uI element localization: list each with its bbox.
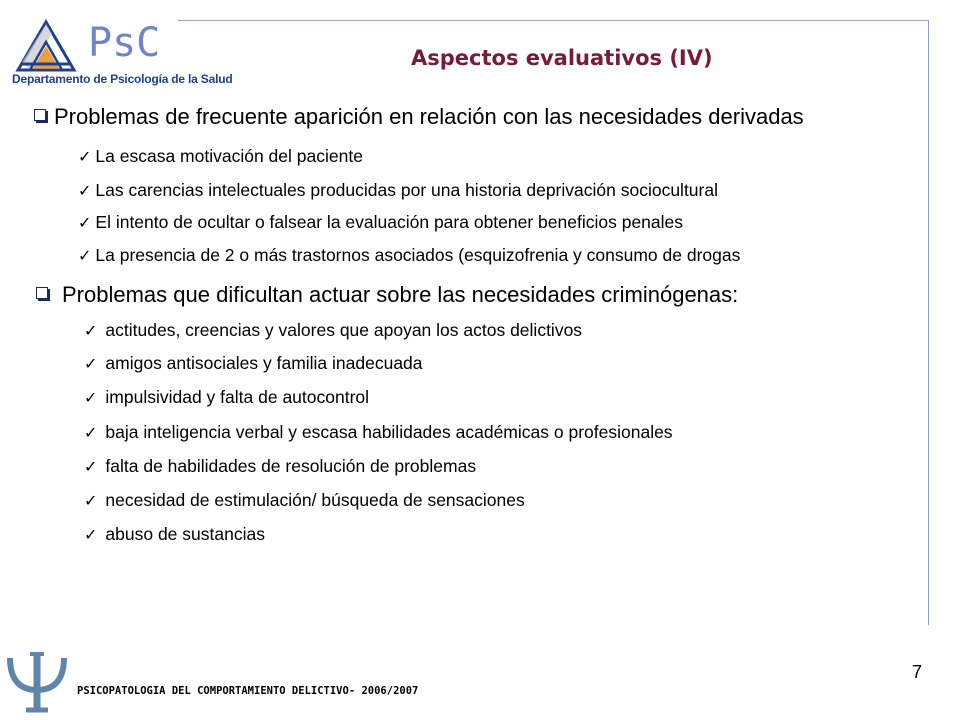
list-item bbox=[84, 387, 369, 408]
list-item bbox=[78, 245, 740, 266]
list-item bbox=[78, 180, 718, 201]
checkmark-icon: ✓ bbox=[84, 525, 98, 544]
checkmark-icon: ✓ bbox=[78, 181, 92, 200]
checkmark-icon: ✓ bbox=[84, 457, 98, 476]
list-item-text: impulsividad y falta de autocontrol bbox=[105, 387, 370, 407]
list-item-text: falta de habilidades de resolución de problemas bbox=[105, 456, 477, 476]
list-item bbox=[84, 320, 582, 341]
checkmark-icon: ✓ bbox=[84, 388, 98, 407]
logo-letters: PsC bbox=[88, 20, 161, 66]
checkmark-icon: ✓ bbox=[84, 354, 98, 373]
section-heading-text: Problemas de frecuente aparición en relación con las necesidades derivadas bbox=[54, 104, 804, 129]
checkmark-icon: ✓ bbox=[78, 246, 92, 265]
pyramid-icon bbox=[18, 22, 74, 70]
list-item-text: actitudes, creencias y valores que apoyan los actos delictivos bbox=[105, 320, 583, 340]
list-item-text: amigos antisociales y familia inadecuada bbox=[105, 353, 423, 373]
checkmark-icon: ✓ bbox=[78, 213, 92, 232]
psi-icon bbox=[6, 650, 68, 716]
checkmark-icon: ✓ bbox=[84, 423, 98, 442]
logo-subtitle: Departamento de Psicología de la Salud bbox=[12, 72, 233, 86]
slide-title: Aspectos evaluativos (IV) bbox=[411, 46, 713, 70]
list-item-text: Las carencias intelectuales producidas por una historia deprivación sociocultural bbox=[95, 180, 718, 200]
top-divider bbox=[178, 20, 928, 21]
square-bullet-icon bbox=[36, 287, 50, 301]
checkmark-icon: ✓ bbox=[78, 147, 92, 166]
list-item-text: necesidad de estimulación/ búsqueda de sensaciones bbox=[105, 490, 525, 510]
section-heading-1 bbox=[34, 104, 804, 130]
list-item-text: El intento de ocultar o falsear la evaluación para obtener beneficios penales bbox=[95, 212, 684, 232]
footer-text: PSICOPATOLOGIA DEL COMPORTAMIENTO DELICTIVO- 2006/2007 bbox=[77, 685, 419, 697]
checkmark-icon: ✓ bbox=[84, 321, 98, 340]
list-item-text: baja inteligencia verbal y escasa habilidades académicas o profesionales bbox=[105, 422, 673, 442]
list-item-text: abuso de sustancias bbox=[105, 524, 265, 544]
list-item bbox=[84, 490, 525, 511]
section-heading-text: Problemas que dificultan actuar sobre las necesidades criminógenas: bbox=[62, 282, 739, 307]
square-bullet-icon bbox=[34, 109, 48, 123]
list-item bbox=[78, 212, 683, 233]
list-item-text: La presencia de 2 o más trastornos asociados (esquizofrenia y consumo de drogas bbox=[95, 245, 741, 265]
right-divider bbox=[928, 20, 929, 625]
section-heading-2 bbox=[36, 282, 738, 308]
list-item bbox=[84, 353, 423, 374]
page-number: 7 bbox=[912, 662, 923, 682]
checkmark-icon: ✓ bbox=[84, 491, 98, 510]
list-item bbox=[84, 456, 476, 477]
list-item bbox=[78, 146, 363, 167]
list-item bbox=[84, 422, 673, 443]
list-item-text: La escasa motivación del paciente bbox=[95, 146, 363, 166]
list-item bbox=[84, 524, 265, 545]
